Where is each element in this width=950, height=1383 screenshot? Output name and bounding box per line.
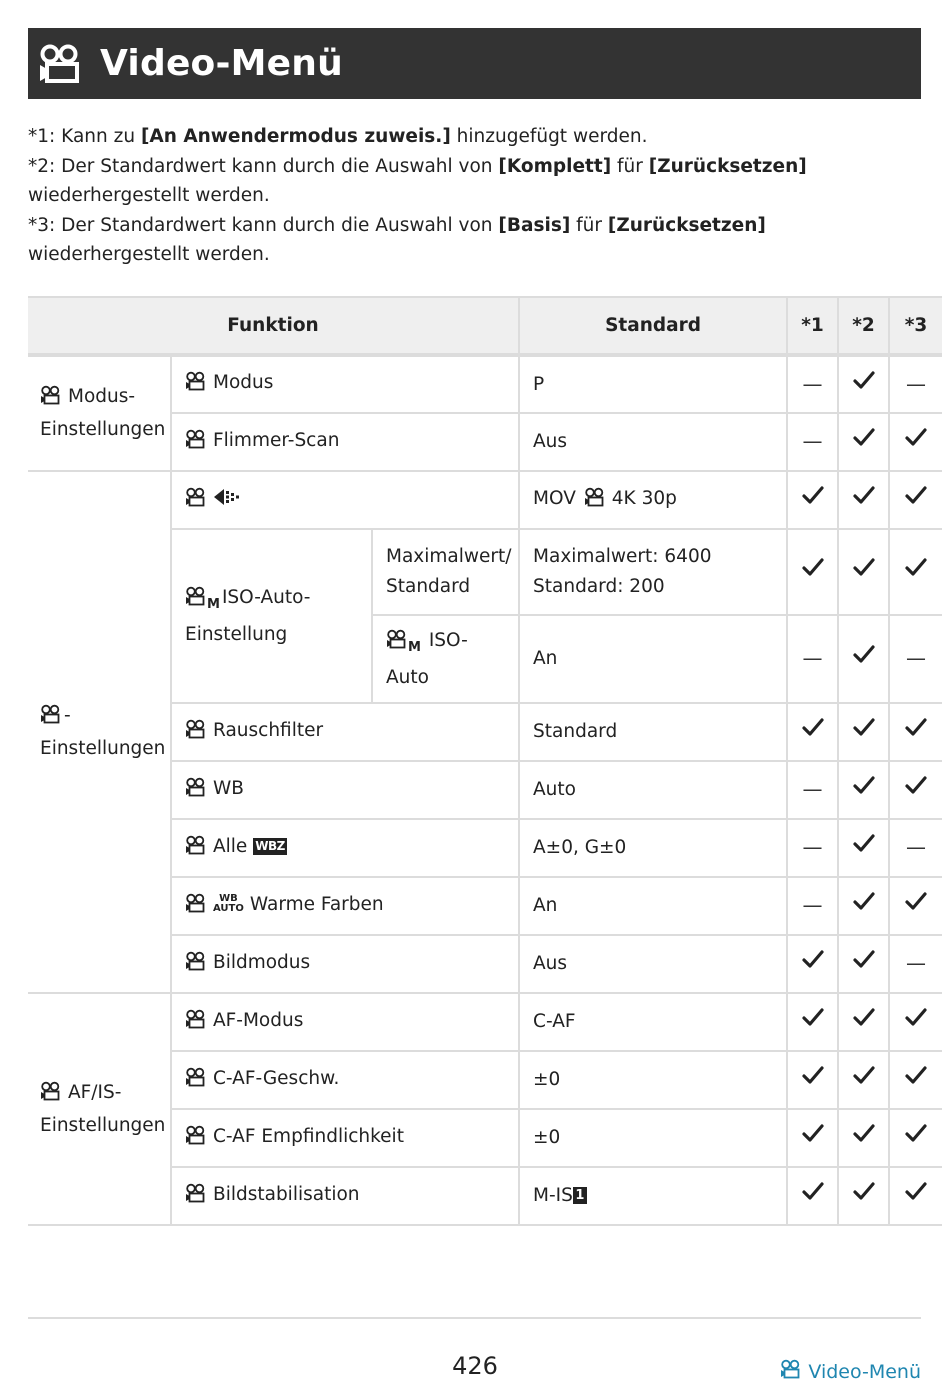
funktion-cell: M ISO-Auto-Einstellung (171, 529, 372, 703)
funktion-cell: Flimmer-Scan (171, 413, 519, 471)
dash-icon: — (802, 429, 823, 453)
movie-icon (185, 429, 207, 459)
mark-c2 (838, 935, 889, 993)
mark-c1 (787, 413, 838, 471)
header-c2: *2 (838, 297, 889, 355)
mark-c3 (889, 703, 942, 761)
movie-icon (780, 1359, 802, 1383)
mark-c3 (889, 761, 942, 819)
check-icon (853, 775, 875, 805)
movie-icon (584, 487, 606, 517)
mark-c1 (787, 703, 838, 761)
footnotes (28, 122, 921, 270)
mark-c2 (838, 1051, 889, 1109)
group-afis-einstellungen: AF/IS-Einstellungen (28, 993, 171, 1225)
funktion-cell: Alle WBZ (171, 819, 519, 877)
table-header-row (28, 297, 942, 355)
funktion-cell: Modus (171, 355, 519, 413)
mark-c2 (838, 413, 889, 471)
check-icon (905, 1007, 927, 1037)
sub-cell: Maximalwert/ Standard (372, 529, 519, 615)
page-title: Video-Menü (100, 43, 343, 84)
movie-icon (185, 371, 207, 401)
mark-c2 (838, 819, 889, 877)
mark-c3 (889, 1167, 942, 1225)
check-icon (802, 1007, 824, 1037)
mark-c1 (787, 993, 838, 1051)
mode-1-icon: 1 (573, 1187, 587, 1204)
mark-c3 (889, 471, 942, 529)
movie-icon (185, 1067, 207, 1097)
check-icon (853, 833, 875, 863)
check-icon (802, 1123, 824, 1153)
dash-icon: — (906, 371, 927, 396)
movie-icon (185, 1183, 207, 1213)
settings-table (28, 296, 942, 1226)
note-3: *3: Der Standardwert kann durch die Auswahl von [Basis] für [Zurücksetzen] wiederhergestellt werden. (28, 214, 766, 265)
check-icon (853, 557, 875, 587)
mark-c2 (838, 877, 889, 935)
check-icon (802, 717, 824, 747)
movie-icon (185, 835, 207, 865)
wb-auto-icon: WB AUTO (213, 892, 244, 914)
mark-c3 (889, 413, 942, 471)
standard-cell: C-AF (519, 993, 787, 1051)
mark-c3 (889, 355, 942, 413)
page-number: 426 (452, 1352, 498, 1380)
mark-c2 (838, 1167, 889, 1225)
mark-c1 (787, 935, 838, 993)
check-icon (853, 949, 875, 979)
standard-cell: P (519, 355, 787, 413)
page-header (28, 28, 921, 99)
group-modus-einstellungen: Modus-Einstellungen (28, 355, 171, 471)
header-funktion: Funktion (28, 297, 519, 355)
mark-c2 (838, 703, 889, 761)
header-c3: *3 (889, 297, 942, 355)
mark-c1 (787, 877, 838, 935)
funktion-cell: WB AUTO Warme Farben (171, 877, 519, 935)
check-icon (853, 1181, 875, 1211)
mark-c2 (838, 1109, 889, 1167)
funktion-cell (171, 471, 519, 529)
wb-compensation-icon: WBZ (255, 838, 285, 853)
mark-c3 (889, 529, 942, 615)
note-2: *2: Der Standardwert kann durch die Auswahl von [Komplett] für [Zurücksetzen] wiederhergestellt werden. (28, 155, 807, 206)
sub-cell: M ISO-Auto (372, 615, 519, 703)
table-row (28, 993, 942, 1051)
dash-icon: — (802, 835, 823, 859)
check-icon (905, 427, 927, 457)
check-icon (905, 1065, 927, 1095)
check-icon (853, 891, 875, 921)
check-icon (853, 485, 875, 515)
header-standard: Standard (519, 297, 787, 355)
standard-cell: MOV 4K 30p (519, 471, 787, 529)
mark-c2 (838, 993, 889, 1051)
check-icon (905, 557, 927, 587)
movie-icon (185, 951, 207, 981)
mark-c3 (889, 1051, 942, 1109)
movie-icon (40, 1081, 62, 1111)
standard-cell: A±0, G±0 (519, 819, 787, 877)
funktion-cell: Bildmodus (171, 935, 519, 993)
dash-icon: — (906, 835, 927, 859)
mark-c3 (889, 877, 942, 935)
check-icon (853, 427, 875, 457)
standard-cell: Standard (519, 703, 787, 761)
check-icon (802, 485, 824, 515)
funktion-cell: WB (171, 761, 519, 819)
check-icon (905, 1181, 927, 1211)
funktion-cell: Bildstabilisation (171, 1167, 519, 1225)
check-icon (802, 949, 824, 979)
movie-icon (185, 777, 207, 807)
check-icon (853, 644, 875, 674)
check-icon (853, 717, 875, 747)
funktion-cell: C-AF-Geschw. (171, 1051, 519, 1109)
movie-icon (40, 385, 62, 415)
funktion-cell: AF-Modus (171, 993, 519, 1051)
mark-c3 (889, 615, 942, 703)
mark-c3 (889, 935, 942, 993)
table-row (28, 355, 942, 413)
check-icon (802, 1065, 824, 1095)
movie-icon (40, 704, 62, 734)
standard-cell: ±0 (519, 1109, 787, 1167)
mark-c3 (889, 1109, 942, 1167)
check-icon (853, 1123, 875, 1153)
image-quality-icon (213, 487, 243, 517)
check-icon (853, 1065, 875, 1095)
check-icon (802, 557, 824, 587)
mark-c1 (787, 819, 838, 877)
check-icon (853, 1007, 875, 1037)
check-icon (905, 717, 927, 747)
movie-icon (185, 487, 207, 517)
movie-icon (185, 719, 207, 749)
mark-c3 (889, 819, 942, 877)
group-video-einstellungen: -Einstellungen (28, 471, 171, 993)
mark-c1 (787, 1167, 838, 1225)
footer-link-video-menu[interactable]: Video-Menü (780, 1359, 921, 1383)
movie-m-icon: M (185, 586, 220, 620)
check-icon (853, 370, 875, 400)
mark-c2 (838, 471, 889, 529)
dash-icon: — (906, 951, 927, 975)
table-row (28, 471, 942, 529)
standard-cell: M-IS 1 (519, 1167, 787, 1225)
movie-m-icon: M (386, 629, 421, 663)
dash-icon: — (802, 371, 823, 396)
standard-cell: Maximalwert: 6400 Standard: 200 (519, 529, 787, 615)
check-icon (905, 891, 927, 921)
check-icon (905, 485, 927, 515)
mark-c3 (889, 993, 942, 1051)
standard-cell: Auto (519, 761, 787, 819)
mark-c2 (838, 615, 889, 703)
header-c1: *1 (787, 297, 838, 355)
mark-c1 (787, 1051, 838, 1109)
funktion-cell: C-AF Empfindlichkeit (171, 1109, 519, 1167)
dash-icon: — (802, 777, 823, 801)
standard-cell: An (519, 615, 787, 703)
mark-c2 (838, 761, 889, 819)
mark-c1 (787, 355, 838, 413)
dash-icon: — (802, 646, 823, 670)
mark-c1 (787, 615, 838, 703)
movie-camera-icon (38, 44, 84, 84)
check-icon (802, 1181, 824, 1211)
mark-c1 (787, 761, 838, 819)
mark-c2 (838, 355, 889, 413)
mark-c1 (787, 471, 838, 529)
funktion-cell: Rauschfilter (171, 703, 519, 761)
note-1: *1: Kann zu [An Anwendermodus zuweis.] hinzugefügt werden. (28, 126, 648, 147)
dash-icon: — (802, 893, 823, 917)
footer-divider (28, 1317, 921, 1319)
standard-cell: ±0 (519, 1051, 787, 1109)
movie-icon (185, 1125, 207, 1155)
mark-c1 (787, 529, 838, 615)
mark-c1 (787, 1109, 838, 1167)
movie-icon (185, 893, 207, 923)
movie-icon (185, 1009, 207, 1039)
check-icon (905, 775, 927, 805)
standard-cell: An (519, 877, 787, 935)
check-icon (905, 1123, 927, 1153)
standard-cell: Aus (519, 413, 787, 471)
mark-c2 (838, 529, 889, 615)
dash-icon: — (906, 646, 927, 670)
standard-cell: Aus (519, 935, 787, 993)
